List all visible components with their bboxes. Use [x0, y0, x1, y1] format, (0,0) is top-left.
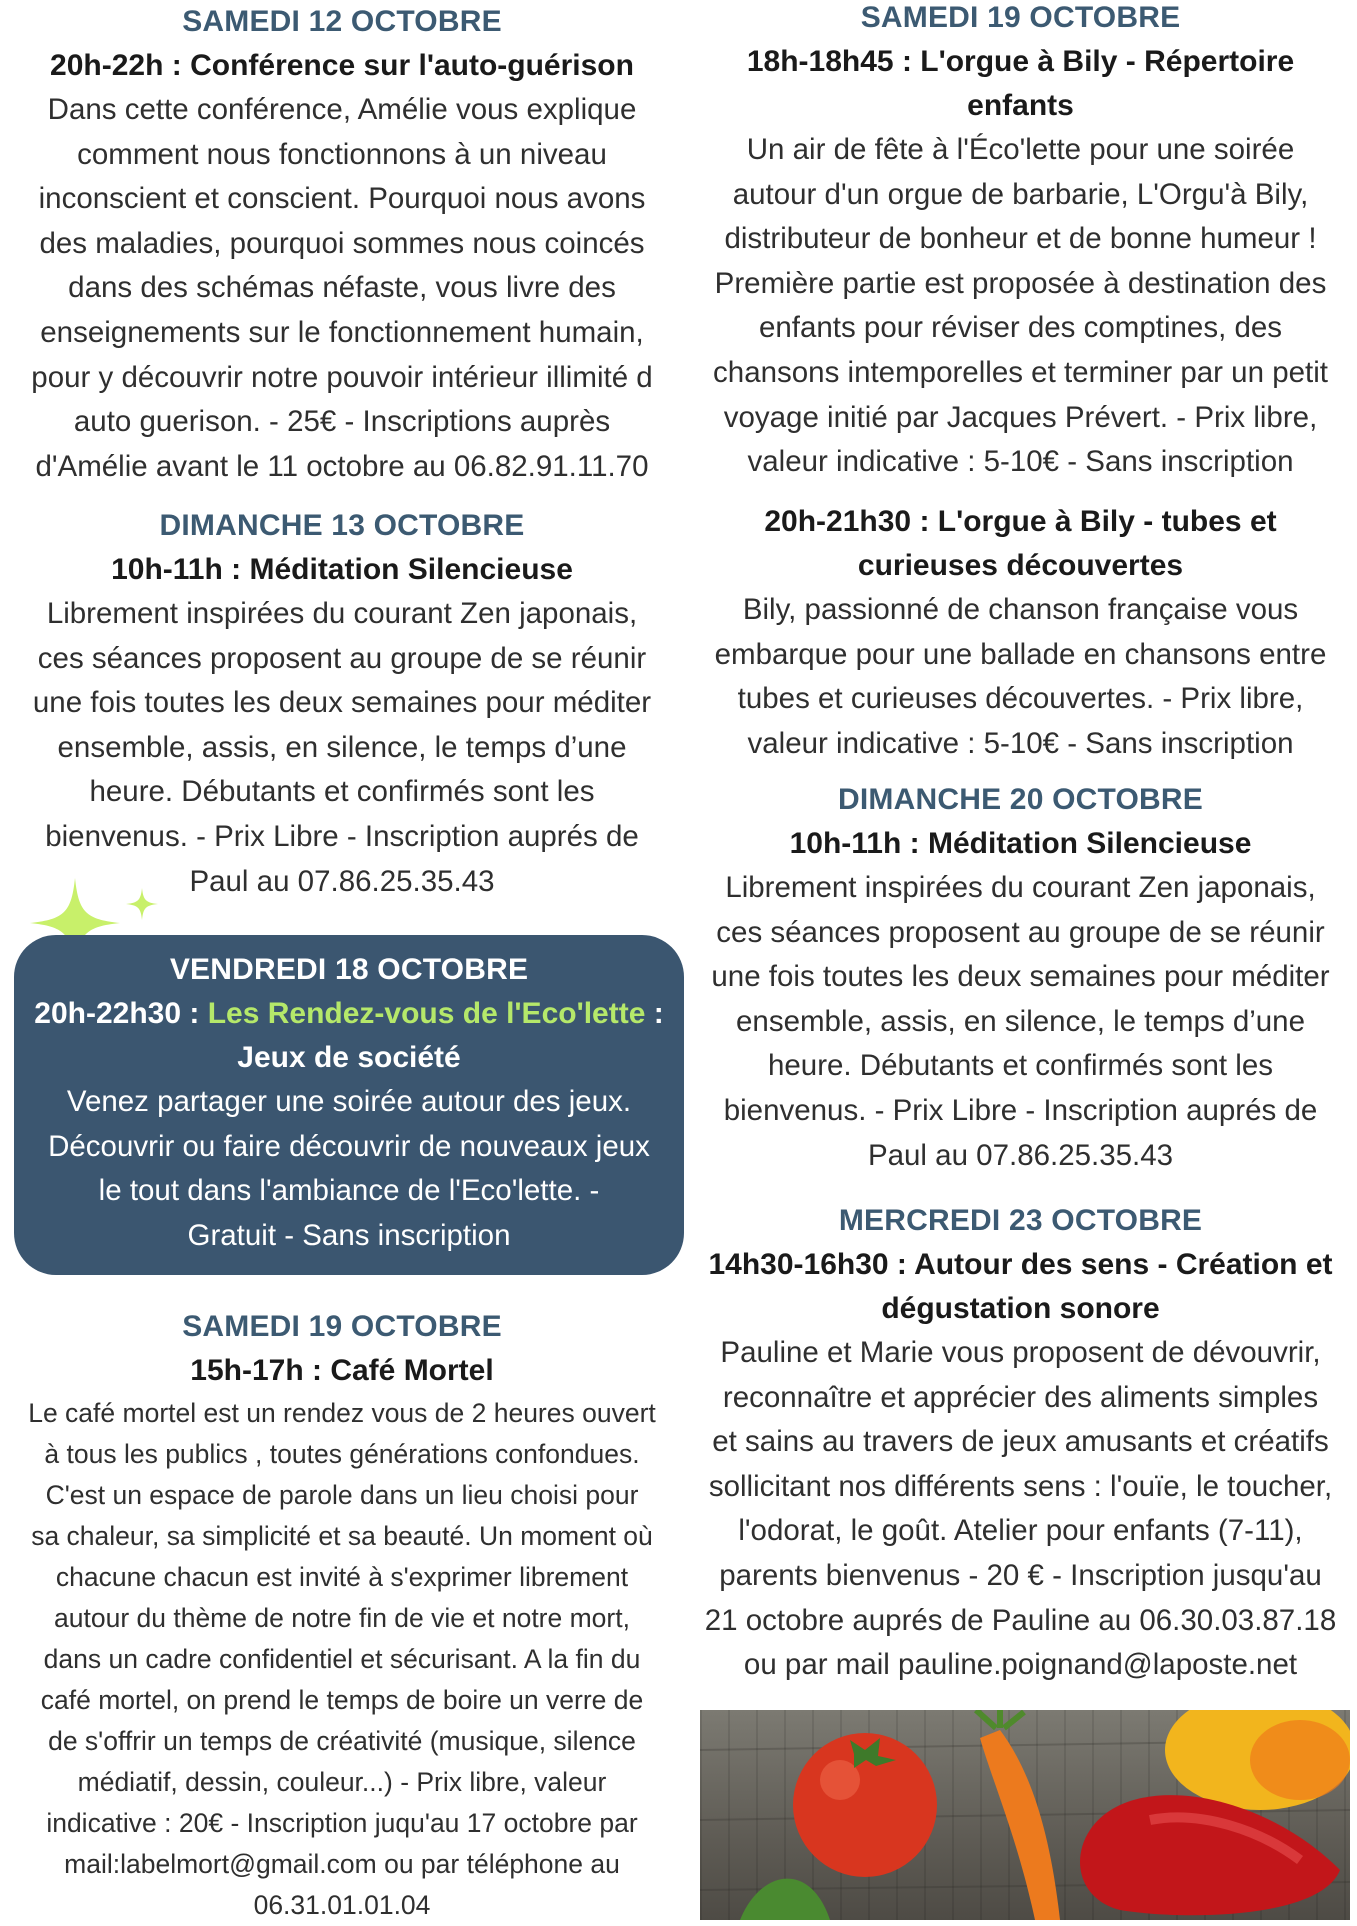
event-vendredi-18-box — [14, 935, 684, 1275]
desc-line: reconnaître et apprécier des aliments simples — [722, 1380, 1319, 1414]
event-title: 20h-21h30 : L'orgue à Bily - tubes et — [764, 505, 1277, 538]
event-date: SAMEDI 19 OCTOBRE — [860, 1, 1181, 34]
desc-line: Bily, passionné de chanson française vous — [742, 593, 1299, 626]
sparkle-icon — [126, 888, 158, 920]
desc-line: enseignements sur le fonctionnement humain, — [40, 315, 644, 349]
event-title: 20h-22h : Conférence sur l'auto-guérison — [50, 49, 634, 82]
desc-line: Librement inspirées du courant Zen japonais, — [725, 871, 1316, 904]
event-description — [684, 1331, 1357, 1688]
event-description — [0, 592, 684, 904]
desc-line: ces séances proposent au groupe de se réunir — [716, 915, 1325, 949]
desc-line: Pauline et Marie vous proposent de dévouvrir, — [720, 1336, 1321, 1369]
event-orgue-tubes — [684, 500, 1357, 766]
event-title: 14h30-16h30 : Autour des sens - Création et — [708, 1248, 1333, 1281]
desc-line: comment nous fonctionnons à un niveau — [77, 137, 607, 171]
desc-line: 06.31.01.01.04 — [253, 1890, 431, 1920]
desc-line: d'Amélie avant le 11 octobre au 06.82.91.11.70 — [35, 449, 649, 483]
event-samedi-12 — [0, 0, 684, 489]
desc-line: Gratuit - Sans inscription — [187, 1218, 511, 1252]
event-mercredi-23 — [684, 1199, 1357, 1688]
desc-line: sa chaleur, sa simplicité et sa beauté. Un moment où — [31, 1521, 653, 1551]
event-samedi-19-cafe — [0, 1305, 684, 1926]
desc-line: des maladies, pourquoi sommes nous coincés — [39, 226, 645, 260]
desc-line: Découvrir ou faire découvrir de nouveaux jeux — [48, 1129, 650, 1163]
event-time: 20h-22h30 : — [34, 997, 208, 1030]
desc-line: bienvenus. - Prix Libre - Inscription auprés de — [45, 819, 639, 853]
desc-line: inconscient et conscient. Pourquoi nous avons — [38, 182, 646, 216]
desc-line: ou par mail pauline.poignand@laposte.net — [743, 1648, 1298, 1682]
event-dimanche-13 — [0, 504, 684, 904]
event-date: VENDREDI 18 OCTOBRE — [169, 953, 529, 986]
vegetables-illustration — [700, 1710, 1350, 1920]
desc-line: Venez partager une soirée autour des jeux. — [66, 1085, 632, 1118]
desc-line: heure. Débutants et confirmés sont les — [89, 775, 595, 809]
event-colon: : — [645, 997, 664, 1030]
desc-line: Dans cette conférence, Amélie vous explique — [47, 93, 637, 126]
event-highlight: Les Rendez-vous de l'Eco'lette — [207, 997, 646, 1030]
event-title — [14, 992, 684, 1036]
event-dimanche-20 — [684, 778, 1357, 1178]
event-title: 10h-11h : Méditation Silencieuse — [111, 553, 573, 586]
event-title: curieuses découvertes — [857, 549, 1184, 582]
desc-line: tubes et curieuses découvertes. - Prix libre, — [737, 682, 1304, 716]
desc-line: une fois toutes les deux semaines pour méditer — [32, 686, 652, 720]
event-title: 15h-17h : Café Mortel — [190, 1354, 494, 1387]
event-title: 10h-11h : Méditation Silencieuse — [789, 827, 1252, 860]
desc-line: indicative : 20€ - Inscription juqu'au 17 octobre par — [46, 1808, 638, 1838]
desc-line: pour y découvrir notre pouvoir intérieur illimité d — [31, 360, 653, 394]
desc-line: valeur indicative : 5-10€ - Sans inscription — [747, 445, 1294, 479]
desc-line: sollicitant nos différents sens : l'ouïe, le toucher, — [708, 1469, 1333, 1503]
event-date: SAMEDI 19 OCTOBRE — [182, 1310, 502, 1343]
desc-line: Paul au 07.86.25.35.43 — [189, 864, 495, 898]
desc-line: café mortel, on prend le temps de boire un verre de — [40, 1685, 644, 1715]
desc-line: Librement inspirées du courant Zen japonais, — [46, 597, 638, 630]
desc-line: enfants pour réviser des comptines, des — [758, 311, 1283, 345]
desc-line: l'odorat, le goût. Atelier pour enfants (7-11), — [738, 1514, 1303, 1548]
desc-line: autour d'un orgue de barbarie, L'Orgu'à Bily, — [732, 177, 1309, 211]
desc-line: Un air de fête à l'Éco'lette pour une soirée — [746, 133, 1295, 166]
desc-line: une fois toutes les deux semaines pour méditer — [711, 960, 1330, 994]
desc-line: mail:labelmort@gmail.com ou par téléphone au — [64, 1849, 620, 1879]
desc-line: ensemble, assis, en silence, le temps d’une — [736, 1004, 1305, 1038]
event-date: MERCREDI 23 OCTOBRE — [838, 1204, 1203, 1237]
event-title: enfants — [967, 89, 1074, 122]
event-date: DIMANCHE 20 OCTOBRE — [838, 783, 1203, 816]
desc-line: auto guerison. - 25€ - Inscriptions auprès — [73, 405, 611, 439]
vegetables-photo — [700, 1710, 1350, 1920]
desc-line: Paul au 07.86.25.35.43 — [867, 1138, 1174, 1172]
desc-line: parents bienvenus - 20 € - Inscription jusqu'au — [719, 1558, 1322, 1592]
desc-line: 21 octobre auprés de Pauline au 06.30.03.87.18 — [704, 1603, 1337, 1637]
desc-line: C'est un espace de parole dans un lieu choisi pour — [45, 1480, 639, 1510]
desc-line: médiatif, dessin, couleur...) - Prix libre, valeur — [77, 1767, 607, 1797]
desc-line: chansons intemporelles et terminer par un petit — [713, 355, 1328, 389]
desc-line: dans un cadre confidentiel et sécurisant. A la fin du — [43, 1644, 641, 1674]
event-description — [0, 1393, 684, 1926]
desc-line: autour du thème de notre fin de vie et notre mort, — [54, 1603, 630, 1633]
desc-line: heure. Débutants et confirmés sont les — [767, 1049, 1274, 1083]
event-description — [0, 88, 684, 489]
event-description — [684, 588, 1357, 766]
desc-line: dans des schémas néfaste, vous livre des — [68, 271, 616, 305]
desc-line: Première partie est proposée à destination des — [714, 266, 1327, 300]
event-title: 18h-18h45 : L'orgue à Bily - Répertoire — [746, 45, 1295, 78]
event-samedi-19-orgue — [684, 0, 1357, 485]
event-subtitle: Jeux de société — [237, 1041, 461, 1074]
desc-line: le tout dans l'ambiance de l'Eco'lette. - — [98, 1174, 600, 1208]
desc-line: chacune chacun est invité à s'exprimer librement — [55, 1562, 629, 1592]
desc-line: ces séances proposent au groupe de se réunir — [37, 641, 647, 675]
desc-line: et sains au travers de jeux amusants et créatifs — [712, 1425, 1329, 1459]
event-description — [14, 1080, 684, 1258]
desc-line: voyage initié par Jacques Prévert. - Prix libre, — [723, 400, 1318, 434]
event-date: SAMEDI 12 OCTOBRE — [182, 5, 502, 38]
desc-line: valeur indicative : 5-10€ - Sans inscription — [747, 726, 1294, 760]
desc-line: de s'offrir un temps de créativité (musique, silence — [48, 1726, 636, 1756]
desc-line: Le café mortel est un rendez vous de 2 heures ouvert — [28, 1398, 656, 1428]
desc-line: distributeur de bonheur et de bonne humeur ! — [724, 222, 1317, 256]
desc-line: à tous les publics , toutes générations confondues. — [44, 1439, 640, 1469]
event-description — [684, 128, 1357, 485]
desc-line: embarque pour une ballade en chansons entre — [714, 637, 1327, 671]
event-description — [684, 866, 1357, 1178]
event-title: dégustation sonore — [881, 1292, 1160, 1325]
desc-line: ensemble, assis, en silence, le temps d’une — [57, 730, 627, 764]
event-date: DIMANCHE 13 OCTOBRE — [159, 509, 525, 542]
desc-line: bienvenus. - Prix Libre - Inscription auprés de — [723, 1093, 1318, 1127]
